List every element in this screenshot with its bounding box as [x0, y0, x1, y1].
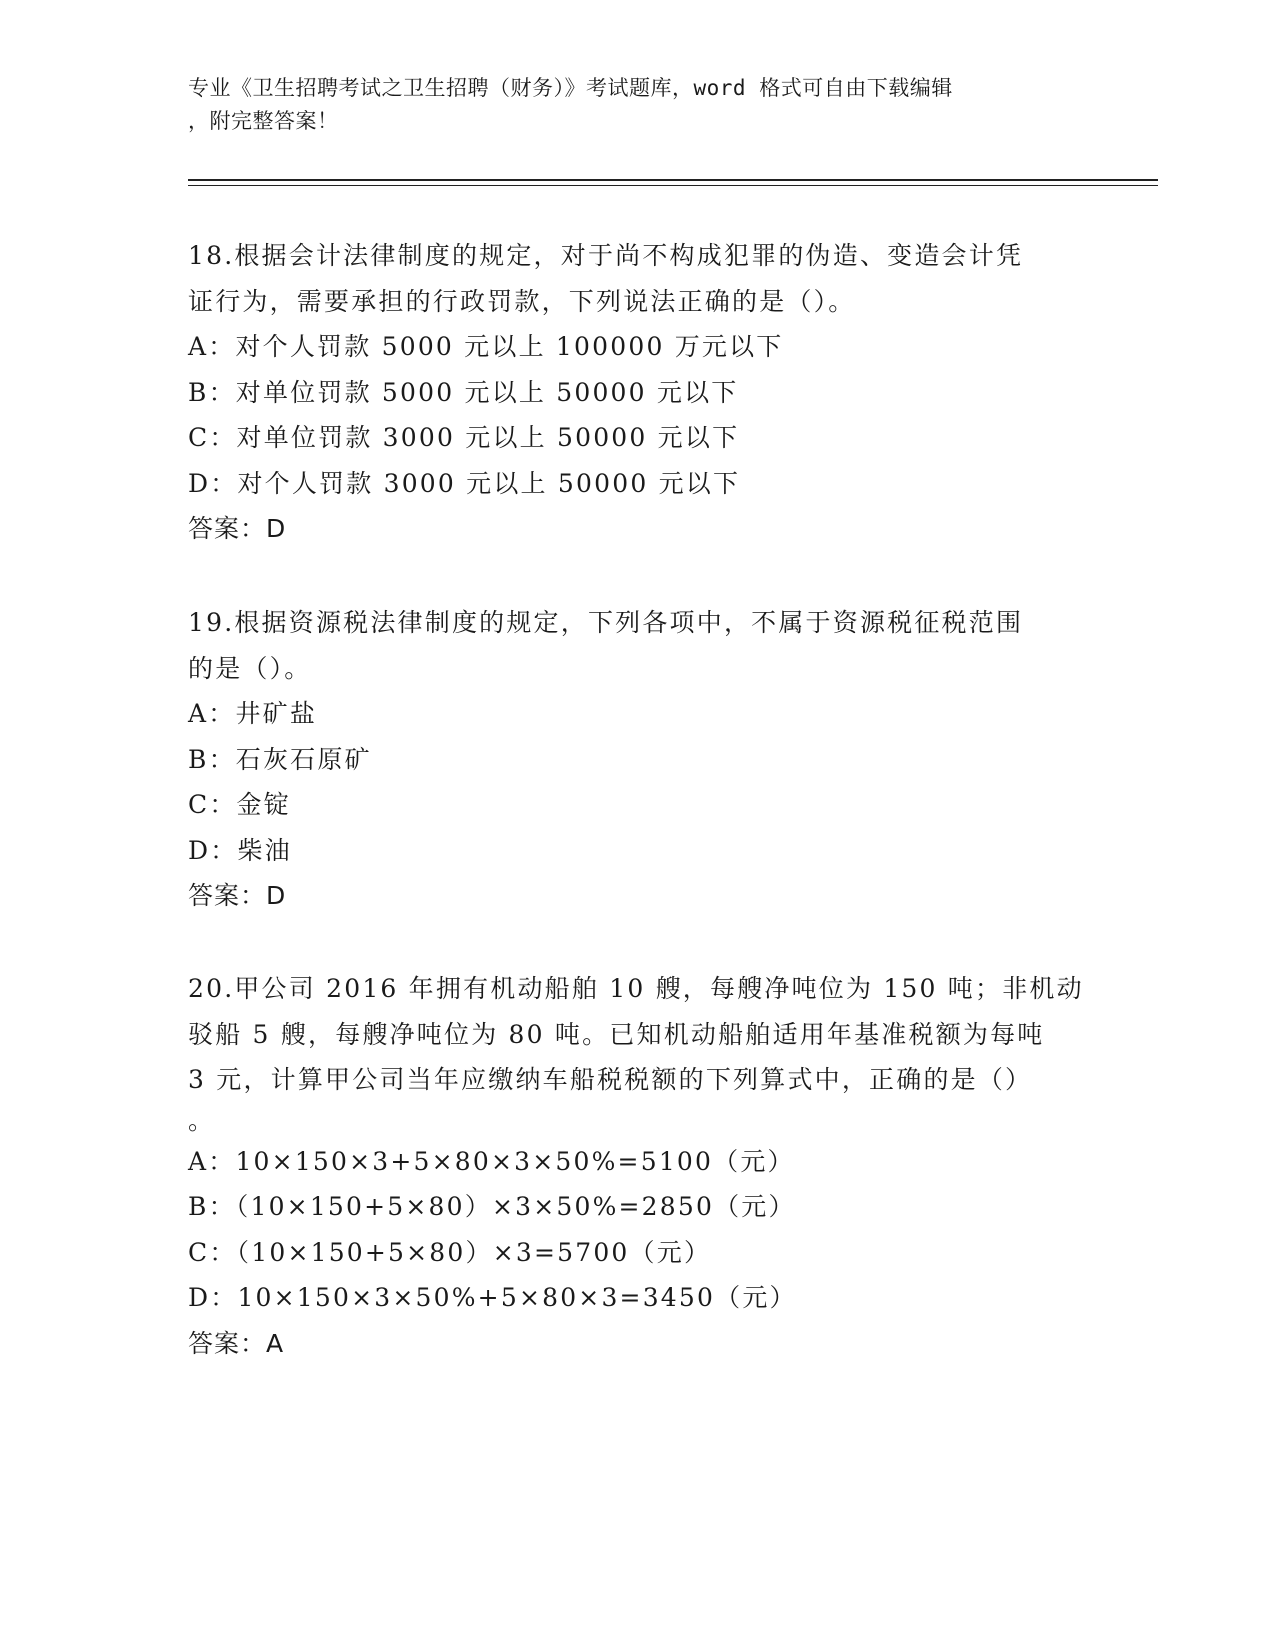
option-b: B：（10×150+5×80）×3×50%=2850（元）	[188, 1192, 796, 1221]
header-line-1: 专业《卫生招聘考试之卫生招聘（财务）》考试题库，word 格式可自由下载编辑	[188, 76, 953, 100]
option-d: D：10×150×3×50%+5×80×3=3450（元）	[188, 1283, 797, 1312]
option-d: D：对个人罚款 3000 元以上 50000 元以下	[188, 468, 741, 498]
option-a: A：10×150×3+5×80×3×50%=5100（元）	[188, 1146, 795, 1176]
answer-line: 答案：D	[188, 514, 287, 543]
option-b: B：对单位罚款 5000 元以上 50000 元以下	[188, 377, 739, 407]
answer-line: 答案：A	[188, 1328, 285, 1358]
question-stem-line: 的是（）。	[188, 653, 312, 683]
option-a: A：井矿盐	[188, 699, 318, 728]
question-stem-line: 驳船 5 艘，每艘净吨位为 80 吨。已知机动船舶适用年基准税额为每吨	[188, 1019, 1045, 1049]
option-c: C：对单位罚款 3000 元以上 50000 元以下	[188, 423, 740, 452]
document-header	[188, 72, 1068, 138]
question-stem-line: 证行为，需要承担的行政罚款，下列说法正确的是（）。	[188, 286, 856, 316]
header-line-2: ，附完整答案！	[188, 109, 339, 133]
question-stem-line: 3 元，计算甲公司当年应缴纳车船税税额的下列算式中，正确的是（）	[188, 1065, 1033, 1094]
question-block	[188, 233, 1088, 552]
option-c: C：金锭	[188, 790, 291, 819]
option-a: A：对个人罚款 5000 元以上 100000 万元以下	[188, 332, 784, 361]
option-d: D：柴油	[188, 835, 292, 865]
answer-line: 答案：D	[188, 881, 287, 910]
question-block	[188, 600, 1088, 919]
question-block	[188, 966, 1088, 1366]
question-stem-line: 19.根据资源税法律制度的规定，下列各项中，不属于资源税征税范围	[188, 608, 1024, 637]
question-stem-line: 20.甲公司 2016 年拥有机动船舶 10 艘，每艘净吨位为 150 吨；非机动	[188, 974, 1084, 1003]
header-divider-thick	[188, 179, 1158, 181]
option-b: B：石灰石原矿	[188, 744, 372, 774]
header-divider-thin	[188, 185, 1158, 186]
question-stem-line: 。	[188, 1105, 216, 1135]
option-c: C：（10×150+5×80）×3=5700（元）	[188, 1237, 712, 1267]
question-stem-line: 18.根据会计法律制度的规定，对于尚不构成犯罪的伪造、变造会计凭	[188, 241, 1024, 270]
